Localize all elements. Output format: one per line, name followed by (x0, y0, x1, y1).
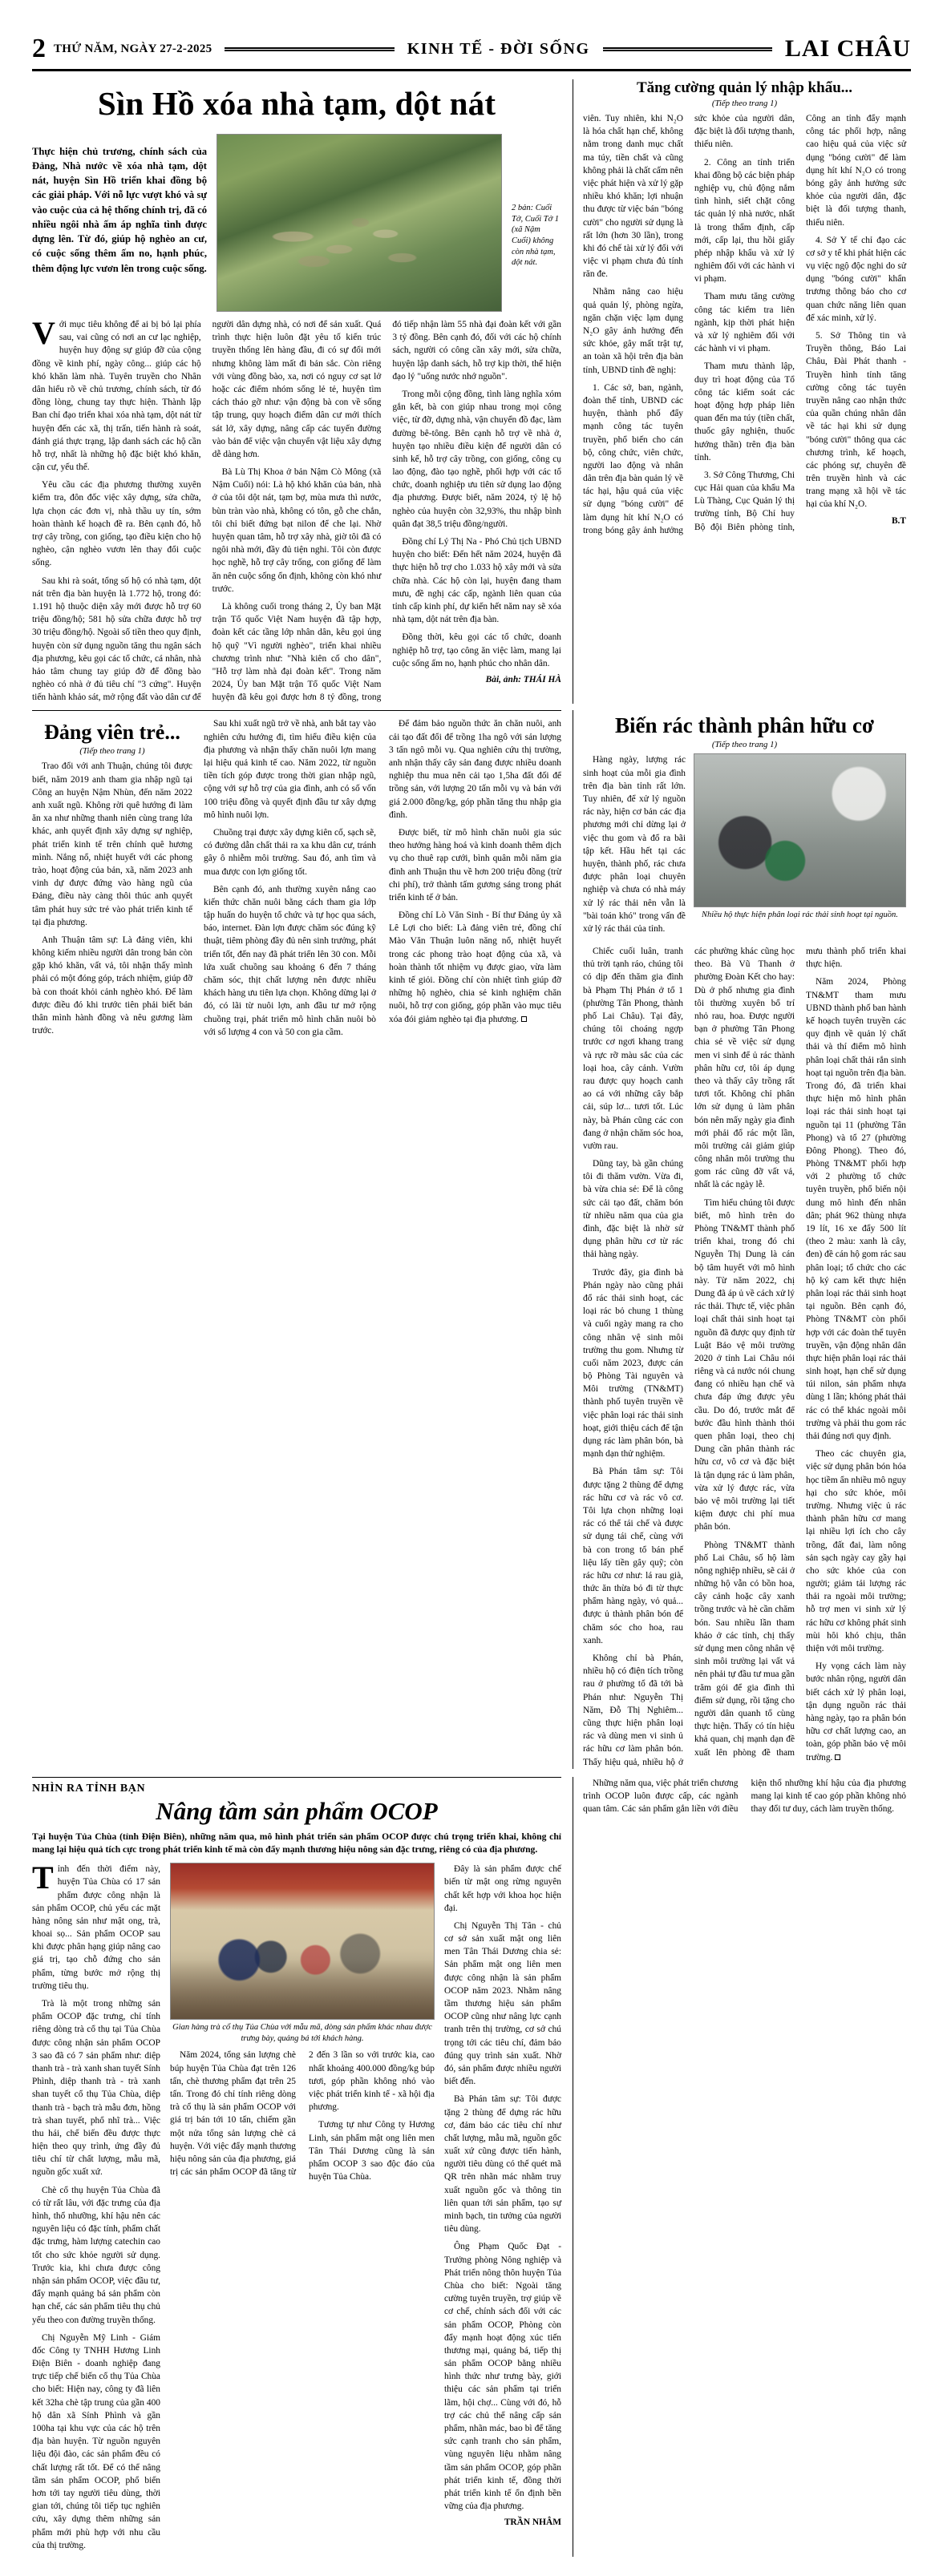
import-paragraph: Tham mưu thành lập, duy trì hoạt động của Tổ công tác kiểm soát các hoạt động hợp pháp liên quan đến ma túy (tiền chất, thuốc gây nghiện, thuốc hướng thần) trên địa bàn tỉnh. (694, 361, 795, 462)
trash-paragraph (806, 1660, 906, 1764)
lead-paragraph: Là không cuối trong tháng 2, Ủy ban Mặt trận Tổ quốc Việt Nam huyện đã tập hợp, đoàn kết các tầng lớp nhân dân, kêu gọi ủng hộ quỹ "Vì người nghèo", triển khai nhiều chương trình như: "Nhà kiên cố cho dân", "Hỗ trợ làm nhà đại đoàn kết". Trong năm 2024, Ủy ban Mặt trận Tổ quốc Việt Nam huyện đã kêu gọi được hơn 8 tỷ đồng, trong đó tiếp nhận làm 55 nhà đại đoàn kết với gần 3 tỷ đồng. Bên cạnh đó, đối với các hộ chính sách, người có công cần xây mới, sửa chữa, huyện lập danh sách, hỗ trợ kịp thời, thể hiện đạo lý "uống nước nhớ nguồn". (212, 320, 561, 703)
lead-paragraph: Với mục tiêu không để ai bị bỏ lại phía sau, vai cũng có nơi an cư lạc nghiệp, huyện huy động sự giúp đỡ của cộng đồng về kinh phí, ngày công... giúp các hộ khó khăn làm nhà. Tuyên truyền cho Nhân dân hiểu rõ về chủ trương, chính sách, từ đó đồng lòng, chung tay thực hiện. Thành lập Ban chỉ đạo triển khai xóa nhà tạm, dột nát từ huyện đến các xã, thị trấn, tiến hành rà soát, đánh giá thực trạng, lập danh sách các hộ cần hỗ trợ, nhất là những hộ đặc biệt khó khăn, cận cư, yếu thế. (32, 315, 201, 473)
party-paragraph: Sau khi xuất ngũ trở về nhà, anh bắt tay vào nghiên cứu hướng đi, tìm hiểu điều kiện của địa phương và nhận thấy chăn nuôi lợn mang lại hiệu quả kinh tế cao. Năm 2022, từ nguồn tiền tích góp được trong thời gian nhập ngũ, cộng với sự hỗ trợ của gia đình, anh có số vốn 100 triệu đồng và quyết định đầu tư xây dựng mô hình nuôi lợn. (204, 719, 376, 820)
lead-byline: Bài, ảnh: THÁI HÀ (485, 674, 561, 684)
trash-paragraph: Những năm qua, việc phát triển chương trình OCOP luôn được cấp, các ngành quan tâm. Các sản phẩm gắn liền với điều kiện thổ nhưỡng khí hậu của địa phương mang lại kinh tế cao góp phần không nhỏ thay đổi tư duy, cách làm truyền thống. (583, 1778, 906, 1815)
section-title: KINH TẾ - ĐỜI SỐNG (407, 39, 590, 58)
trash-photo (694, 753, 906, 907)
lead-paragraph: Yêu cầu các địa phương thường xuyên kiểm tra, đôn đốc việc xây dựng, sửa chữa, lựa chọn các đơn vị, nhà thầu uy tín, sớm hoàn thành kế hoạch đề ra. Bên cạnh đó, hỗ trợ cây trồng, con giống, tạo điều kiện cho hộ nghèo, cận nghèo vươn lên thay đổi cuộc sống. (32, 480, 201, 568)
ocop-paragraph: Chị Nguyễn Mỹ Linh - Giám đốc Công ty TNHH Hương Linh Điện Biên - doanh nghiệp đang trực tiếp chế biến cổ thụ Tủa Chùa cho biết: Hiện nay, công ty đã liên kết 32ha chè tập trung của gần 400 hộ dân xã Sính Phình và gần 100ha tại khu vực của các hộ trên địa bàn huyện. Từ nguồn nguyên liệu đội đào, các sản phẩm đều có chất lượng rất tốt. Để có thể nâng tầm sản phẩm OCOP, phổ biến hơn tới tay người tiêu dùng, thời gian tới, chúng tôi tiếp tục nghiên cứu, xây dựng thêm những sản phẩm mới phù hợp với nhu cầu của thị trường. (32, 2332, 160, 2550)
lead-photo-caption: 2 bản: Cuổi Tở, Cuổi Tở 1 (xã Nậm Cuổi) không còn nhà tạm, dột nát. (512, 204, 560, 268)
import-byline: B.T (891, 515, 906, 526)
party-headline: Đảng viên trẻ... (44, 721, 180, 745)
import-story (573, 79, 906, 704)
party-paragraph: Anh Thuận tâm sự: Là đảng viên, khi không kiếm nhiều người dân trong bản còn gặp khó khăn, vất vả, tôi nhận thấy mình phải có một đóng góp, trách nhiệm, giúp đỡ bà con thoát khỏi cảnh nghèo khó. Để làm được điều đó khi trước tiên phải biết bản thân mình hành đồng và nêu gương làm trước. (32, 935, 192, 1036)
trash-paragraph: Hàng ngày, lượng rác sinh hoạt của mỗi gia đình trên địa bàn tỉnh rất lớn. Tuy nhiên, để xử lý nguồn rác này, hiện cơ bản các địa phương mới chỉ dừng lại ở việc thu gom và đổ ra bãi tập kết. Hầu hết tại các huyện, thành phố, rác chưa được phân loại chuyên nghiệp và chưa có nhà máy xử lý rác thải nên vẫn là "bài toán khó" trong vấn đề xử lý rác thải của tỉnh. (583, 755, 686, 934)
lead-headline: Sìn Hồ xóa nhà tạm, dột nát (97, 85, 496, 122)
ocop-right-col (444, 1863, 561, 2557)
ocop-paragraph: Tỉnh đến thời điểm này, huyện Tủa Chùa có 17 sản phẩm được công nhận là sản phẩm OCOP, chủ yếu các mặt hàng nông sản như mật ong, trà, khoai sọ... Sản phẩm OCOP sau khi được phân hạng giúp nâng cao giá trị, tạo chỗ đứng cho sản phẩm, từng bước mở rộng thị trường tiêu thụ. (32, 1859, 160, 1991)
lead-intro-row (32, 134, 561, 312)
party-body (204, 717, 561, 1039)
trash-paragraph: Phòng TN&MT thành phố Lai Châu, số hộ làm nông nghiệp nhiều, sẽ cải ở những hộ vẫn có bồn hoa, cây cảnh hoặc cây xanh trồng trước và hè cần chăm bón. Sau nhiều lần tham khảo ở các tỉnh, chị thấy sử dụng men công nhân vệ sinh môi trường lại vất vả nên phải tự đầu tư mua gần trăm gói để gia đình thì điểm sử dụng, rồi tặng cho người dân quanh tổ cùng thực hiện. Thấy có tín hiệu khả quan, chị mạnh dạn đề xuất lên phòng đề tham mưu thành phố triển khai thực hiện. (694, 947, 906, 1758)
lead-paragraph: Bà Lù Thị Khoa ở bản Nậm Cò Mông (xã Nậm Cuổi) nói: Là hộ khó khăn của bản, nhà ở của tôi dột nát, tạm bợ, mùa mưa thì nước, bùn tràn vào nhà, không có tôn, gỗ che chắn, tôi chỉ biết đứng bạt nilon để che lại. Nhờ huyện quan tâm, hỗ trợ xây nhà, giờ tôi đã có ngôi nhà mới, đầy đủ tiện nghi. Tôi còn được học nghề, hỗ trợ cây trống, con giống để làm ăn nên cuộc sống ổn định, không còn khó như trước. (212, 467, 382, 594)
ocop-photo-block (170, 1863, 435, 2557)
party-paragraph: Bên cạnh đó, anh thường xuyên nắng cao kiến thức chăn nuôi bằng cách tham gia lớp tập huấn do huyện tổ chức và tự học qua sách, báo, internet. Đàn lợn được chăm sóc đúng kỹ thuật, tiêm phòng đầy đủ nên sinh trưởng, phát triển tốt, đến nay đã phát triển lên 30 con. Mỗi lứa xuất chuồng sau khoảng 6 đến 7 tháng chăm sóc, thịt chất lượng nên được nhiều khách hàng ưu tiên lựa chọn. Không dừng lại ở đó, có lãi từ nuôi lợn, anh đầu tư mở rộng chuồng trại, phát triển mô hình chăn nuôi bò với số lượng 4 con và 50 con gia cầm. (204, 884, 376, 1037)
bottom-area (32, 1777, 911, 2557)
import-paragraph: 4. Sở Y tế chỉ đạo các cơ sở y tế khi phát hiện các vụ việc ngộ độc nghi do sử dụng "bóng cười" khẩn trương thông báo cho cơ quan chức năng liên quan để xác minh, xử lý. (806, 235, 906, 323)
ocop-photo-caption: Gian hàng trà cổ thụ Tủa Chùa với mẫu mã, dòng sản phẩm khác nhau được trưng bày, quảng bá tới khách hàng. (172, 2023, 432, 2043)
ocop-intro-row (32, 1859, 561, 2557)
ocop-intro-col (32, 1859, 160, 2557)
ocop-paragraph: Chè cổ thụ huyện Tủa Chùa đã có từ rất lâu, với đặc trưng của địa hình, thổ nhưỡng, khí hậu nên các nguyên liệu có đặc tính, phẩm chất đặc trưng, hàm lượng catechin cao tốt cho sức khỏe người sử dụng. Trước kia, khi chưa được công nhận sản phẩm OCOP, việc đầu tư, đẩy mạnh quảng bá sản phẩm còn hạn chế, các sản phẩm tiêu thụ chủ yếu theo con đường truyền thống. (32, 2185, 160, 2325)
lead-paragraph: Trong mỗi cộng đồng, tình làng nghĩa xóm gắn kết, bà con giúp nhau trong mọi công việc, từ đỡ, dựng nhà, vận chuyển đồ đạc, làm đường bê-tông. Bên cạnh hỗ trợ về nhà ở, huyện tạo nhiều điều kiện để người dân có sinh kế, hỗ trợ cây trồng, con giống, công cụ lao động, đào tạo nghề, phối hợp với các tổ chức, doanh nghiệp ưu tiên sử dụng lao động địa phương. Được biết, năm 2024, tỷ lệ hộ nghèo của huyện còn 32,93%, thu nhập bình quân đạt 38,5 triệu đồng/người. (392, 389, 561, 529)
import-paragraph: 2. Công an tỉnh triển khai đồng bộ các biện pháp nghiệp vụ, chủ động nắm tình hình, siết chặt công tác quản lý nhà nước, nhất là trong thẩm định, cấp mới, cấp lại, thu hồi giấy phép nhập khẩu và xử lý nghiêm đối với các hành vi vi phạm. (694, 157, 795, 285)
lead-paragraph: Đồng chí Lý Thị Na - Phó Chủ tịch UBND huyện cho biết: Đến hết năm 2024, huyện đã thực hiện hỗ trợ cho 1.033 hộ xây mới và sửa chữa nhà. Các hộ còn lại, huyện đang tham mưu, đề nghị các cấp, ngành liên quan của tỉnh cấp kinh phí, dự kiến hết năm nay sẽ xóa nhà tạm, dột nát trên địa bàn. (392, 537, 561, 625)
party-paragraph-text: Đồng chí Lò Văn Sinh - Bí thư Đảng ủy xã Lê Lợi cho biết: Là đảng viên trẻ, đồng chí Mào Văn Thuận luôn năng nổ, nhiệt huyết trong các phong trào hoạt động của xã, và hoàn thành tốt nhiệm vụ được giao, vừa làm kinh tế giỏi. Đồng chí còn nhiệt tình giúp đỡ những hộ nghèo, chia sẻ kinh nghiệm chăn nuôi, hỗ trợ con giống, góp phần vào mục tiêu xóa đói giảm nghèo tại địa phương. (389, 910, 561, 1024)
ocop-byline: TRẦN NHÂM (504, 2517, 561, 2528)
import-paragraph: 5. Sở Thông tin và Truyền thông, Báo Lai Châu, Đài Phát thanh - Truyền hình tỉnh tăng cường công tác tuyên truyền nâng cao nhận thức của quần chúng nhân dân về tác hại khi sử dụng "bóng cười" thông qua các chương trình, kế hoạch, các phóng sự, chuyên đề trên truyền hình và các trang mạng xã hội về tác hại của khí N₂O. (806, 331, 906, 510)
ocop-section-label: NHÌN RA TỈNH BẠN (32, 1782, 146, 1795)
import-paragraph: 1. Các sở, ban, ngành, đoàn thể tỉnh, UBND các huyện, thành phố đẩy mạnh công tác tuyên truyền, phổ biến cho cán bộ, công chức, viên chức, người lao động và nhân dân trên địa bàn quản lý về tác hại, hậu quả của việc sử dụng "bóng cười" để làm dụng hít khí N₂O có trong bóng gây ảnh hưởng sức khỏe của người dân, đặc biệt là đối tượng thanh, thiếu niên. (583, 114, 795, 535)
trash-paragraph: Trước đây, gia đình bà Phán ngày nào cũng phải đổ rác thải sinh hoạt, các loại rác bỏ chung 1 thùng và cuối ngày mang ra cho công nhân vệ sinh môi trường thu gom. Nhưng từ cuối năm 2023, được cán bộ Phòng Tài nguyên và Môi trường (TN&MT) thành phố tuyên truyền về việc phân loại rác thải sinh hoạt, giới thiệu cách để tận dụng rác làm phân bón, bà mạnh dạn thử nghiệm. (583, 1267, 683, 1460)
ocop-paragraph: Bà Phán tâm sự: Tôi được tặng 2 thùng để dựng rác hữu cơ, đảm bảo các tiêu chí như chất lượng, mẫu mã, nguồn gốc xuất xứ cũng được tiến hành, người tiêu dùng có thể quét mã QR trên nhãn mác nhằm truy xuất nguồn gốc và thông tin liên quan tới sản phẩm, tạo sự minh bạch, tin tưởng của người tiêu dùng. (444, 2094, 561, 2235)
import-continued: (Tiếp theo trang 1) (711, 99, 778, 108)
party-body-cols (204, 717, 561, 1042)
party-paragraph: Trao đổi với anh Thuận, chúng tôi được biết, năm 2019 anh tham gia nhập ngũ tại Công an huyện Nậm Nhùn, đến năm 2022 anh xuất ngũ. Không rời quê hướng đi làm ăn xa như những thanh niên cùng trang lứa khác, anh quyết định xây dựng sự nghiệp, phát triển kinh tế trên chính quê hương mình. Nắng nổ, nhiệt huyết với các phong trào, hoạt động của bản, xã, năm 2023 anh vinh dự được đứng vào hàng ngũ của Đảng, điều này càng thôi thúc anh quyết tâm phát huy sức trẻ vào phát triển kinh tế tại địa phương. (32, 761, 192, 927)
trash-paragraph: Dũng tay, bà gần chúng tôi đi thăm vườn. Vừa đi, bà vừa chia sẻ: Để là công sức cải tạo đất, chăm bón từ nhiều năm qua của gia đình, đặc biệt là nhờ sử dụng phân hữu cơ từ rác thải hàng ngày. (583, 1159, 683, 1260)
party-paragraph: Chuồng trại được xây dựng kiên cố, sạch sẽ, có đường dẫn chất thải ra xa khu dân cư, tránh gây ô nhiễm môi trường. Sau đó, anh tìm và mua được con lợn giống tốt. (204, 827, 376, 877)
ocop-paragraph: Năm 2024, tổng sản lượng chè búp huyện Tủa Chùa đạt trên 126 tấn, chè thương phẩm đạt trên 25 tấn. Trong đó chỉ tính riêng dòng trà cổ thụ là sản phẩm OCOP với giá trị bán tới 10 tấn, chiếm gần một nửa tổng sản lượng chè cả huyện. Với việc đẩy mạnh thương hiệu nông sản của địa phương, giá trị các sản phẩm OCOP đã tăng từ 2 đến 3 lần so với trước kia, cao nhất khoảng 400.000 đồng/kg búp tươi, góp phần không nhỏ vào việc phát triển kinh tế - xã hội địa phương. (170, 2050, 435, 2178)
trash-body (583, 945, 906, 1769)
publication-date: THỨ NĂM, NGÀY 27-2-2025 (54, 42, 212, 55)
lead-paragraph: Đồng thời, kêu gọi các tổ chức, doanh nghiệp hỗ trợ, tạo công ăn việc làm, mang lại cuộc sống ấm no, hạnh phúc cho nhân dân. (392, 632, 561, 668)
ocop-story (32, 1777, 561, 2557)
trash-photo-block (694, 753, 906, 940)
top-area (32, 79, 911, 704)
lead-story (32, 79, 561, 704)
party-intro-col (32, 717, 192, 1042)
party-paragraph: Được biết, từ mô hình chăn nuôi gia súc theo hướng hàng hoá và kinh doanh thêm dịch vụ cho thuê rạp cưới, bình quân mỗi năm gia đình anh Thuận thu về hơn 200 triệu đồng (trừ chi phí), trở thành tấm gương sáng trong phát triển kinh tế ở bản. (389, 827, 561, 902)
ocop-paragraph: Ông Phạm Quốc Đạt - Trưởng phòng Nông nghiệp và Phát triển nông thôn huyện Tủa Chùa cho biết: Ngoài tăng cường tuyên truyền, trợ giúp về cơ chế, chính sách đối với các sản phẩm OCOP, Phòng còn đẩy mạnh hoạt động xúc tiến thương mại, quảng bá, tiếp thị sản phẩm OCOP bằng nhiều hình thức như trưng bày, giới thiệu các sản phẩm tại triển lãm, hội chợ... Cùng với đó, hỗ trợ các chủ thể nâng cấp sản phẩm, nhãn mác, bao bì để tăng sức cạnh tranh cho sản phẩm, vùng nguyên liệu nhằm nâng tầm sản phẩm OCOP, góp phần phát triển kinh tế, đồng thời phát triển kinh tế ổn định bền vững của địa phương. (444, 2242, 561, 2512)
ocop-headline: Nâng tầm sản phẩm OCOP (156, 1796, 438, 1825)
trash-continued: (Tiếp theo trang 1) (711, 740, 778, 750)
import-paragraph: viên. Tuy nhiên, khi N₂O là hóa chất hạn chế, không nằm trong danh mục chất ma túy, tiền chất và cũng không phải là chất cấm nên việc phát hiện và xử lý gặp nhiều khó khăn; lợi nhuận thu được từ việc bán "bóng cười" cho người sử dụng là rất lớn (hơn 30 lần), trong khi đó chế tài xử lý đối với việc vi phạm chưa đủ tính răn đe. (583, 114, 683, 280)
lead-photo-block (217, 134, 502, 312)
ocop-photo (170, 1863, 435, 2020)
import-paragraph: Tham mưu tăng cường công tác kiểm tra liên ngành, kịp thời phát hiện và xử lý nghiêm đối với các hành vi vi phạm. (694, 292, 795, 354)
trash-continued-body (583, 1777, 906, 1819)
trash-paragraph: Tìm hiểu chúng tôi được biết, mô hình trên do Phòng TN&MT thành phố triển khai, trong đó chi Nguyễn Thị Dung là cán bộ tâm huyết với mô hình này. Từ năm 2022, chị Dung đã áp ủ về cách xử lý rác thải. Thực tế, việc phân loại chất thải sinh hoạt tại nguồn đã được quy định từ Luật Bảo vệ môi trường 2020 ở tỉnh Lai Châu nói riêng và cả nước nói chung đang có nhiều hạn chế và chưa đáp ứng được yêu cầu. Do đó, trước mắt để bước đầu hình thành thói quen phân loại, theo chị Dung cần phân thành rác hữu cơ, vô cơ và đặc biệt là tận dụng rác ủ làm phân, vừa xử lý được rác, vừa bảo vệ môi trường lại tiết kiệm được chi phí mua phân bón. (694, 1197, 795, 1532)
lead-body (32, 315, 561, 704)
end-mark (835, 1754, 840, 1760)
party-paragraph: Để đảm bảo nguồn thức ăn chăn nuôi, anh cải tạo đất đổi để trồng 1ha ngô với sản lượng 3 tấn ngô mỗi vụ. Qua nghiên cứu thị trường, anh nhận thấy cây sản đang được nhiều doanh nghiệp thu mua nên cải tạo 1,5ha đất đối để trồng sản, với lượng 20 tấn mỗi vụ và bán với giá 2.000 đồng/kg, góp phần tăng thu nhập gia đình. (389, 719, 561, 820)
trash-photo-caption: Nhiều hộ thực hiện phân loại rác thải sinh hoạt tại nguồn. (702, 910, 898, 920)
trash-headline: Biến rác thành phân hữu cơ (615, 713, 874, 738)
trash-paragraph: Theo các chuyên gia, việc sử dụng phân bón hóa học tiềm ẩn nhiều mô nguy hại cho sức khỏe, môi trường. Nhưng việc ủ rác thành phân hữu cơ mang lại nhiều lợi ích cho cây trồng, đất đai, làm nông sản sạch ngày cay gầy hại cho sức khỏe của con người; giảm tải lượng rác thải ra ngoài môi trường; hỗ trợ men vi sinh xử lý rác hữu cơ không phát sinh mùi hôi khó chịu, thân thiện với môi trường. (806, 1449, 906, 1653)
import-paragraph: Nhằm nâng cao hiệu quả quản lý, phòng ngừa, ngăn chặn việc lạm dụng N₂O gây ảnh hưởng đến sức khỏe, gây mất trật tự, an toàn xã hội trên địa bàn tỉnh, UBND tỉnh đề nghị: (583, 287, 683, 375)
party-layout (32, 717, 561, 1042)
party-paragraph (389, 909, 561, 1026)
trash-paragraph: Không chỉ bà Phán, nhiều hộ có điện tích trồng rau ở phường tổ đã tới bà Phán như: Nguyễn Thị Năm, Đỗ Thị Nghiêm... cũng thực hiện phân loại rác và dùng men vi sinh ủ rác hữu cơ làm phân bón. Thấy hiệu quả, nhiều hộ ở các phường khác cũng học theo. Bà Vũ Thanh ở phường Đoàn Kết cho hay: Dù ở phố nhưng gia đình tôi thường xuyên bổ trí nhỏ rau, hoa. Được người bạn ở phường Tân Phong chia sẻ về việc sử dụng men vi sinh để ủ rác thành phân hữu cơ, tôi áp dụng theo và thấy cây trồng rất tươi tốt. Không chỉ phân lớn sử dụng ủ làm phân bón nên mấy ngày gia đình mới phải đổ rác một lần, môi trường cải giảm giúp công nhân môi trường thu gom rác cũng đỡ vất vả, nhất là các ngày lễ. (583, 947, 795, 1767)
trash-intro-col (583, 753, 686, 940)
ocop-photo-under-body (170, 2049, 435, 2183)
import-paragraph: 3. Sở Công Thương, Chi cục Hải quan của khẩu Ma Lù Thàng, Cục Quản lý thị trường tỉnh, Bộ Chỉ huy Bộ đội Biên phòng tỉnh, Công an tỉnh đẩy mạnh công tác phối hợp, nâng cao hiệu quả của việc sử dụng "bóng cười" để làm dụng hít khí N₂O có trong bóng gây ảnh hưởng sức khỏe của người dân, đặc biệt là đối tượng thanh, thiếu niên. (694, 114, 906, 532)
middle-area (32, 710, 911, 1768)
end-mark (521, 1016, 527, 1022)
lead-lede-col (32, 134, 207, 312)
ocop-paragraph: Tương tự như Công ty Hương Linh, sản phẩm mật ong liên men Tân Thái Dương cũng là sản phẩm OCOP 3 sao độc đáo của huyện Tủa Chùa. (309, 2120, 435, 2182)
trash-story-continued (573, 1777, 906, 2557)
trash-paragraph: Năm 2024, Phòng TN&MT tham mưu UBND thành phố ban hành kế hoạch tuyên truyền các quy định về quản lý chất thải và thí điểm mô hình phân loại chất thải rắn sinh hoạt tại nguồn trên địa bàn. Trong đó, đã triển khai thực hiện mô hình phân loại rác thải sinh hoạt tại nguồn tại 11 (phường Tân Phong) và tổ 27 (phường Đông Phong). Theo đó, Phòng TN&MT phối hợp với 2 phường tổ chức tuyên truyền, phổ biến nội dung mô hình đến nhân dân; phát 962 thùng nhựa 19 lít, 16 xe đẩy 500 lít (theo 2 màu: xanh là cây, đen) đề cán hộ gom rác sau phân loại; tổ chức cho các hộ ký cam kết thực hiện phân loại rác thải sinh hoạt tại nguồn. Bên cạnh đó, Phòng TN&MT còn phối hợp với các đoàn thể tuyên truyền, vận động nhân dân thực hiện phân loại rác thải sinh hoạt, hạn chế sử dụng túi nilon, sản phẩm nhựa dùng 1 lần; khóng phát thải rác có thể khác ngoài môi trường và phải thu gom rác thải đúng nơi quy định. (806, 977, 906, 1441)
trash-paragraph: Bà Phán tâm sự: Tôi được tặng 2 thùng để dựng rác hữu cơ và rác vô cơ. Tôi lựa chọn những loại rác có thể tái chế và được sử dụng tái chế, cùng với bà con trong tổ bán phế liệu lấy tiền gây quỹ; còn rác hữu cơ như: lá rau già, thức ăn thừa bỏ đi từ thực phẩm hàng ngày, vỏ quả... được ủ thành phân bón để chăm sóc cho hoa, rau xanh. (583, 1467, 683, 1645)
party-story (32, 710, 561, 1768)
ocop-paragraph: Trà là một trong những sản phẩm OCOP đặc trưng, chỉ tính riêng dòng trà cổ thụ tại Tủa Chùa được công nhận sản phẩm OCOP 3 sao đã có 7 sản phẩm như: diệp thanh trà - trà xanh shan tuyết Sính Phình, diệp thanh trà - trà xanh shan tuyết cổ thụ Tủa Chùa, diệp thanh trà - bạch trà mẫu đơn, hồng trà shan tuyết, phổ nhĩ trà... Việc thu hái, chế biến đều được thực hiện theo quy trình, ứng đầy đủ tiêu chí từ chất lượng, mẫu mã, nguồn gốc xuất xứ. (32, 1999, 160, 2178)
trash-story (573, 710, 906, 1768)
lead-photo-caption-col (512, 134, 561, 312)
trash-paragraph: Chiếc cuối luân, tranh thủ trời tạnh ráo, chúng tôi có dịp đến thăm gia đình bà Phạm Thị Phán ở tổ 1 (phường Tân Phong, thành phố Lai Châu). Tại đây, chúng tôi choáng ngợp trước cơ ngơi khang trang và rực rỡ màu sắc của các loại hoa, cây cảnh. Vườn rau được quy hoạch canh ao cá với những cây bắp cải, súp lơ... tươi tốt. Lúc này, bà Phán cũng các con đang ở nhận chăm sóc hoa, vườn rau. (583, 947, 683, 1151)
import-body (583, 112, 906, 537)
import-headline: Tăng cường quản lý nhập khẩu... (636, 79, 853, 96)
trash-intro-row (583, 753, 906, 940)
ocop-paragraph: Đây là sản phẩm được chế biến từ mật ong rừng nguyên chất kết hợp với khoa học hiện đại. (444, 1864, 561, 1913)
ocop-paragraph: Chị Nguyễn Thị Tân - chủ cơ sở sản xuất mật ong liên men Tân Thái Dương chia sẻ: Sản phẩm mật ong liên men được công nhận là sản phẩm OCOP năm 2023. Nhằm nâng tầm thương hiệu sản phẩm OCOP cũng như nâng lực cạnh tranh trên thị trường, cơ sở chú trọng tới các tiêu chí, đảm bảo đúng quy trình sản xuất. Nhờ đó, sản phẩm được nhiều người biết đến. (444, 1920, 561, 2087)
lead-paragraph: Sau khi rà soát, tổng số hộ có nhà tạm, dột nát trên địa bàn huyện là 1.772 hộ, trong đó: 1.191 hộ thuộc diện xây mới được hỗ trợ 60 triệu đồng/hộ; 581 hộ sửa chữa được hỗ trợ 30 triệu đồng/hộ. Ngoài số tiền theo quy định, huyện còn sử dụng nguồn tăng thu ngân sách địa phương, kêu gọi các tổ chức, cá nhân, nhà hảo tâm chung tay giúp đỡ để đồng bào nghèo có nhà ở đủ tiêu chí "3 cứng". Huyện tiến hành khảo sát, mở rộng đất vào dân cư để người dân dựng nhà, có nơi để sản xuất. Quá trình thực hiện luôn đặt yêu tố kiến trúc truyền thống lên hàng đầu, đi có sự đổi mới nhưng không làm mất đi bản sắc. Còn riêng với vùng đồng bào, xa, nơi có nguy cơ sạt lở hoặc các điểm nhóm sống lẻ tẻ, huyện tìm cách tháo gỡ như: vận động bà con về sống tập trung, quy hoạch điểm dân cư mới thích sát lở, xây dựng, nâng cấp các tuyến đường vào bản để việc vận chuyển vật liệu xây dựng dễ dàng hơn. (32, 320, 382, 703)
masthead-rule-right (603, 47, 772, 51)
newspaper-name: LAI CHÂU (784, 35, 911, 62)
masthead-rule-left (225, 47, 394, 51)
trash-paragraph-text: Hy vọng cách làm này bước nhân rộng, người dân biết cách xử lý phân loại, tận dụng nguồn rác thải hàng ngày, tạo ra phân bón hữu cơ chất lượng cao, an toàn, góp phần bảo vệ môi trường. (806, 1661, 906, 1762)
page-number: 2 (32, 34, 46, 63)
ocop-lede: Tại huyện Tủa Chùa (tỉnh Điện Biên), những năm qua, mô hình phát triển sản phẩm OCOP được chú trọng triển khai, không chỉ mang lại hiệu quả tích cực trong phát triển kinh tế mà còn đẩy mạnh thương hiệu nông sản đặc trưng, riêng có của địa phương. (32, 1831, 561, 1855)
lead-lede: Thực hiện chủ trương, chính sách của Đảng, Nhà nước về xóa nhà tạm, dột nát, huyện Sìn Hồ triển khai đồng bộ các giải pháp. Với nỗ lực vượt khó và sự vào cuộc của cả hệ thống chính trị, đã có nhiều ngôi nhà ấm áp nghĩa tình được dựng lên. Từ đó, giúp hộ nghèo an cư, có cuộc sống thêm ấm no, hạnh phúc, thêm động lực vươn lên trong cuộc sống. (32, 145, 207, 274)
masthead (32, 35, 911, 71)
party-continued: (Tiếp theo trang 1) (79, 746, 145, 757)
lead-photo (217, 134, 502, 312)
